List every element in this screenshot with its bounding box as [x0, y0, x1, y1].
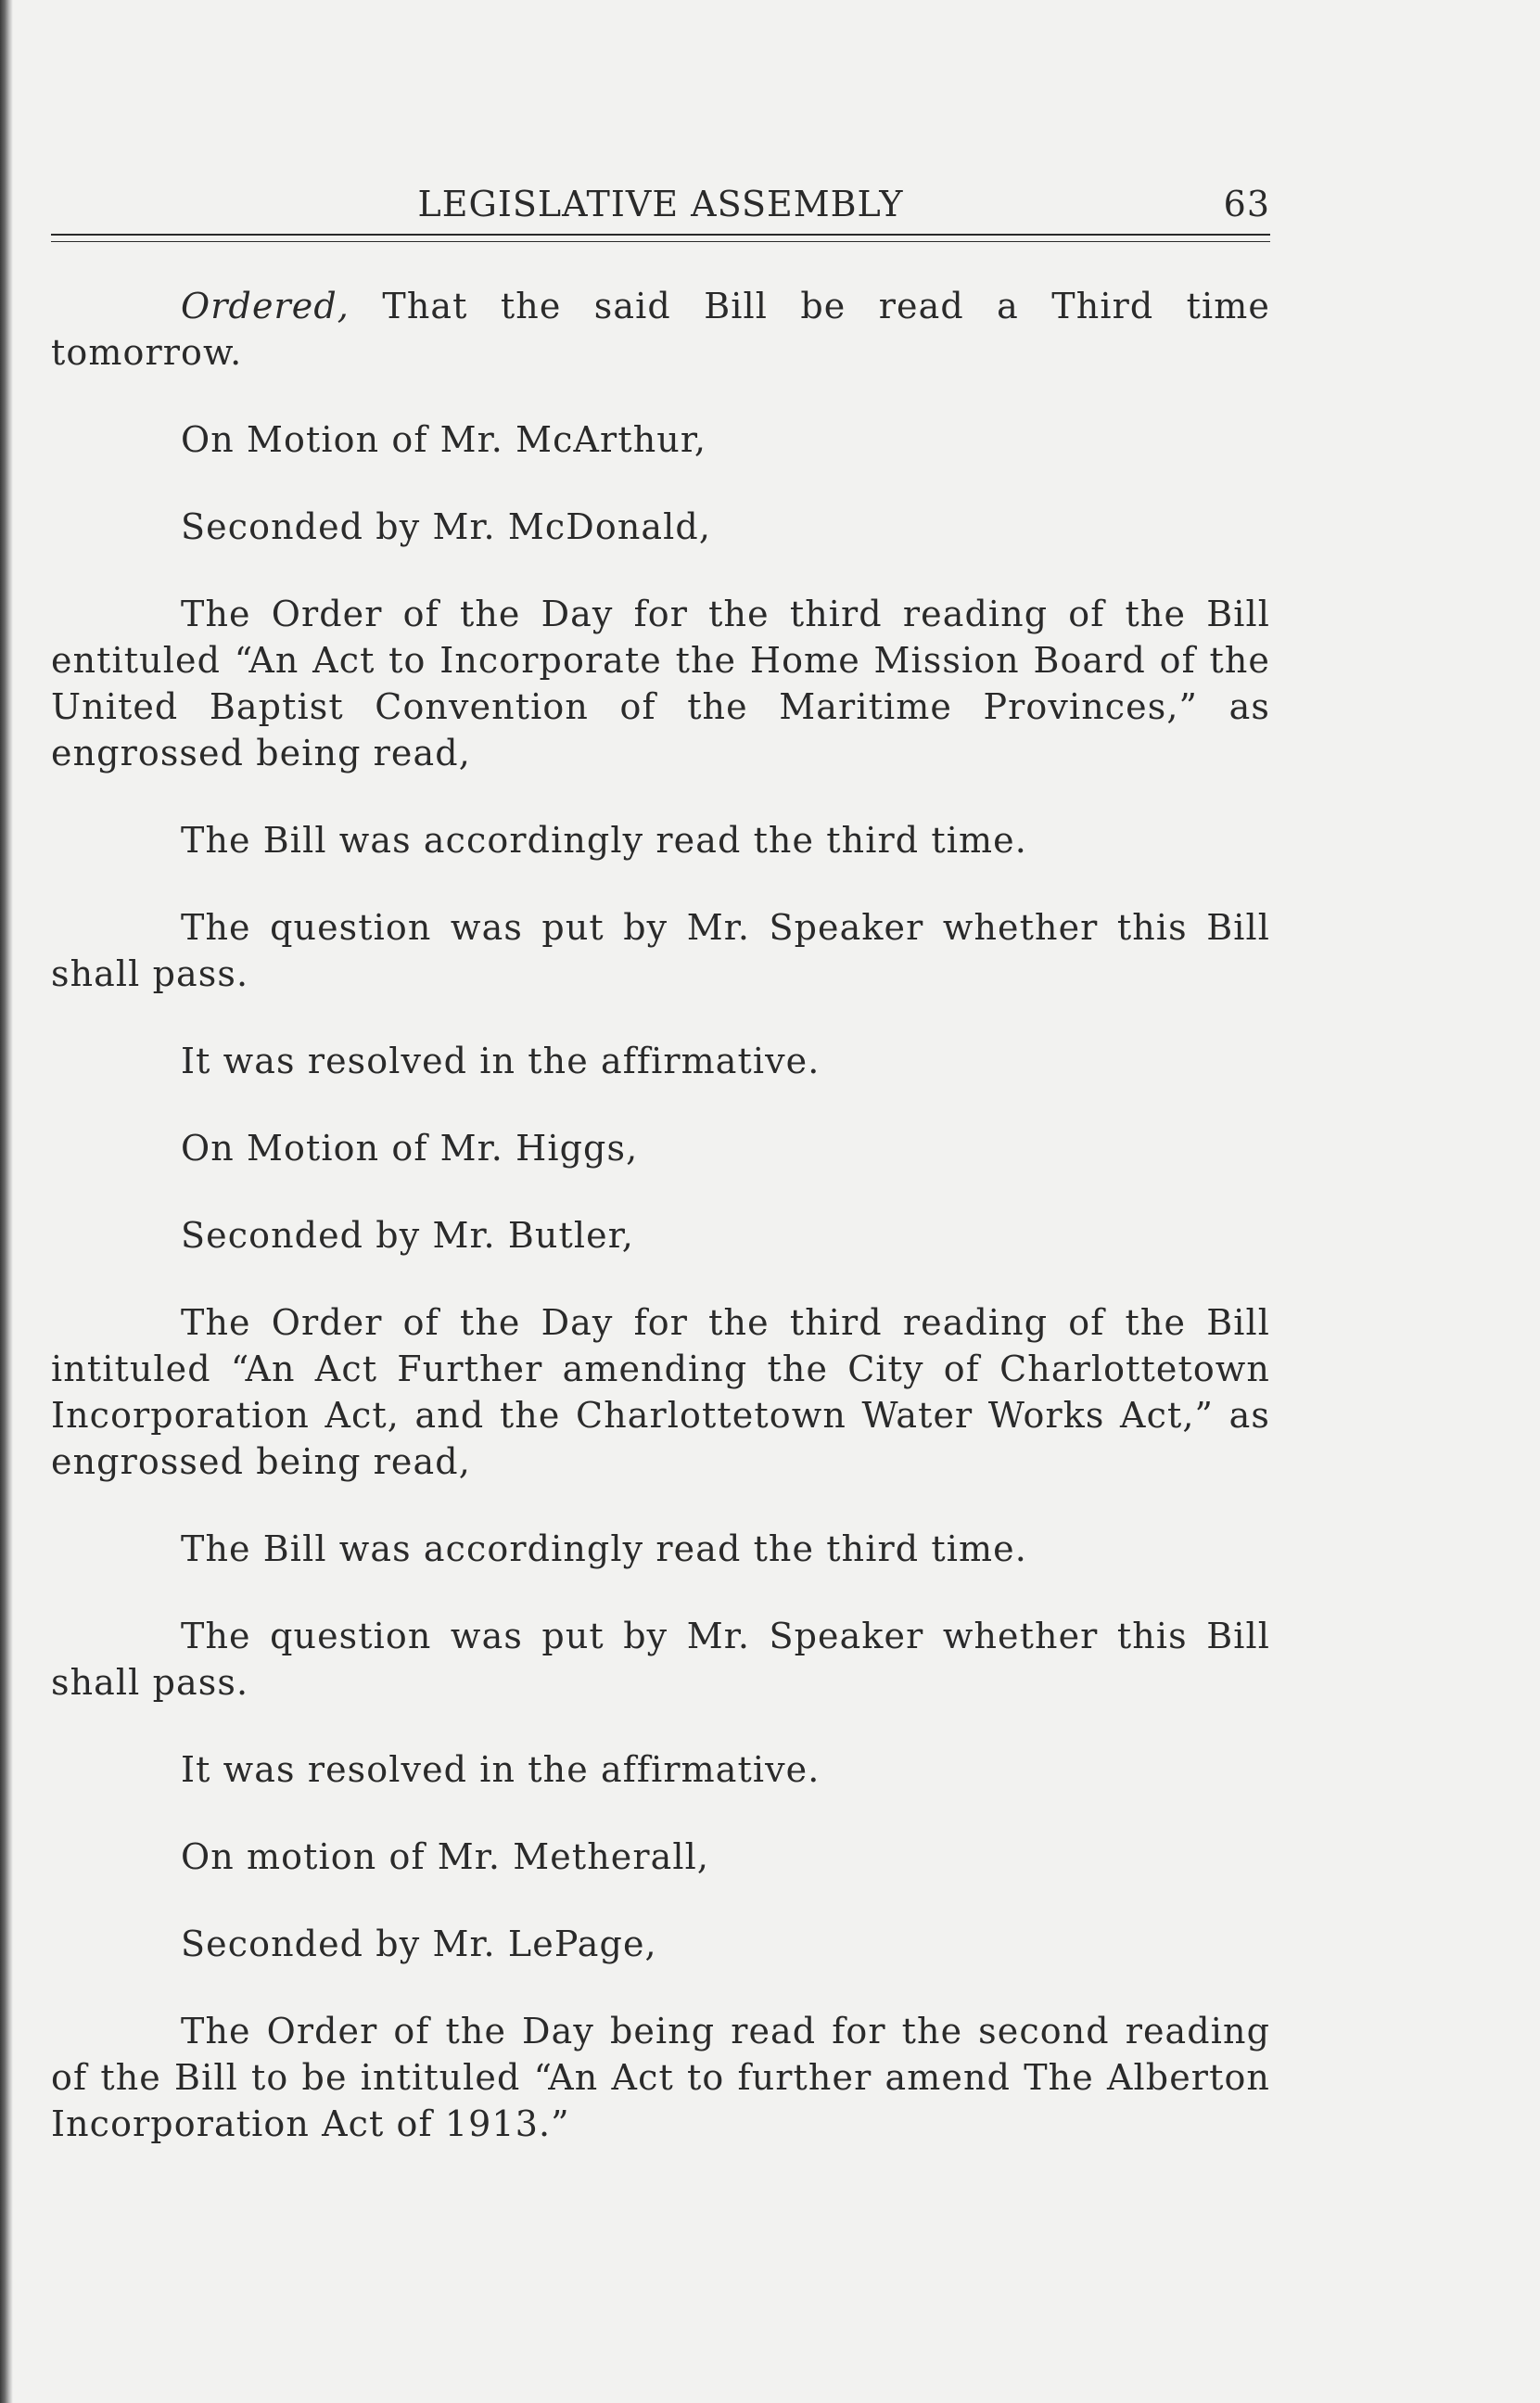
paragraph-ordered: [51, 283, 1270, 376]
paragraph-order-charlottetown: The Order of the Day for the third reading of the Bill intituled “An Act Further amending the City of Charlottetown Incorporation Act, and the Charlottetown Water Works Act,” as engrossed being read,: [51, 1302, 1270, 1482]
header-title: LEGISLATIVE ASSEMBLY: [417, 184, 904, 224]
paragraph-read-third-time-2: The Bill was accordingly read the third time.: [181, 1528, 1027, 1569]
paragraph-motion-mcarthur: On Motion of Mr. McArthur,: [181, 419, 707, 460]
running-header: [51, 176, 1270, 232]
paragraph-order-home-mission: The Order of the Day for the third reading of the Bill entituled “An Act to Incorporate the Home Mission Board of the United Baptist Convention of the Maritime Provinces,” as engrossed being read,: [51, 594, 1270, 773]
paragraph-resolved-2: It was resolved in the affirmative.: [181, 1749, 821, 1790]
paragraph-motion-higgs: On Motion of Mr. Higgs,: [181, 1128, 639, 1169]
body-text: [51, 283, 1270, 2147]
paragraph-read-third-time-1: The Bill was accordingly read the third time.: [181, 820, 1027, 861]
paragraph-seconded-butler: Seconded by Mr. Butler,: [181, 1215, 634, 1256]
paragraph-order-alberton: The Order of the Day being read for the second reading of the Bill to be intituled “An Act to further amend The Alberton Incorporation Act of 1913.”: [51, 2011, 1270, 2144]
page-number: 63: [1223, 184, 1270, 224]
paragraph-seconded-lepage: Seconded by Mr. LePage,: [181, 1924, 657, 1964]
ordered-italic: Ordered,: [181, 286, 350, 326]
header-rule: [51, 234, 1270, 236]
ordered-text: That the said Bill be read a Third time tomorrow.: [51, 286, 1270, 373]
header-rule-secondary: [51, 241, 1270, 242]
paragraph-question-2: The question was put by Mr. Speaker whether this Bill shall pass.: [51, 1616, 1270, 1703]
paragraph-seconded-mcdonald: Seconded by Mr. McDonald,: [181, 506, 712, 547]
paragraph-question-1: The question was put by Mr. Speaker whether this Bill shall pass.: [51, 907, 1270, 994]
document-page: [51, 176, 1270, 2188]
paragraph-motion-metherall: On motion of Mr. Metherall,: [181, 1836, 710, 1877]
paragraph-resolved-1: It was resolved in the affirmative.: [181, 1041, 821, 1081]
book-spine-shadow: [0, 0, 13, 2403]
